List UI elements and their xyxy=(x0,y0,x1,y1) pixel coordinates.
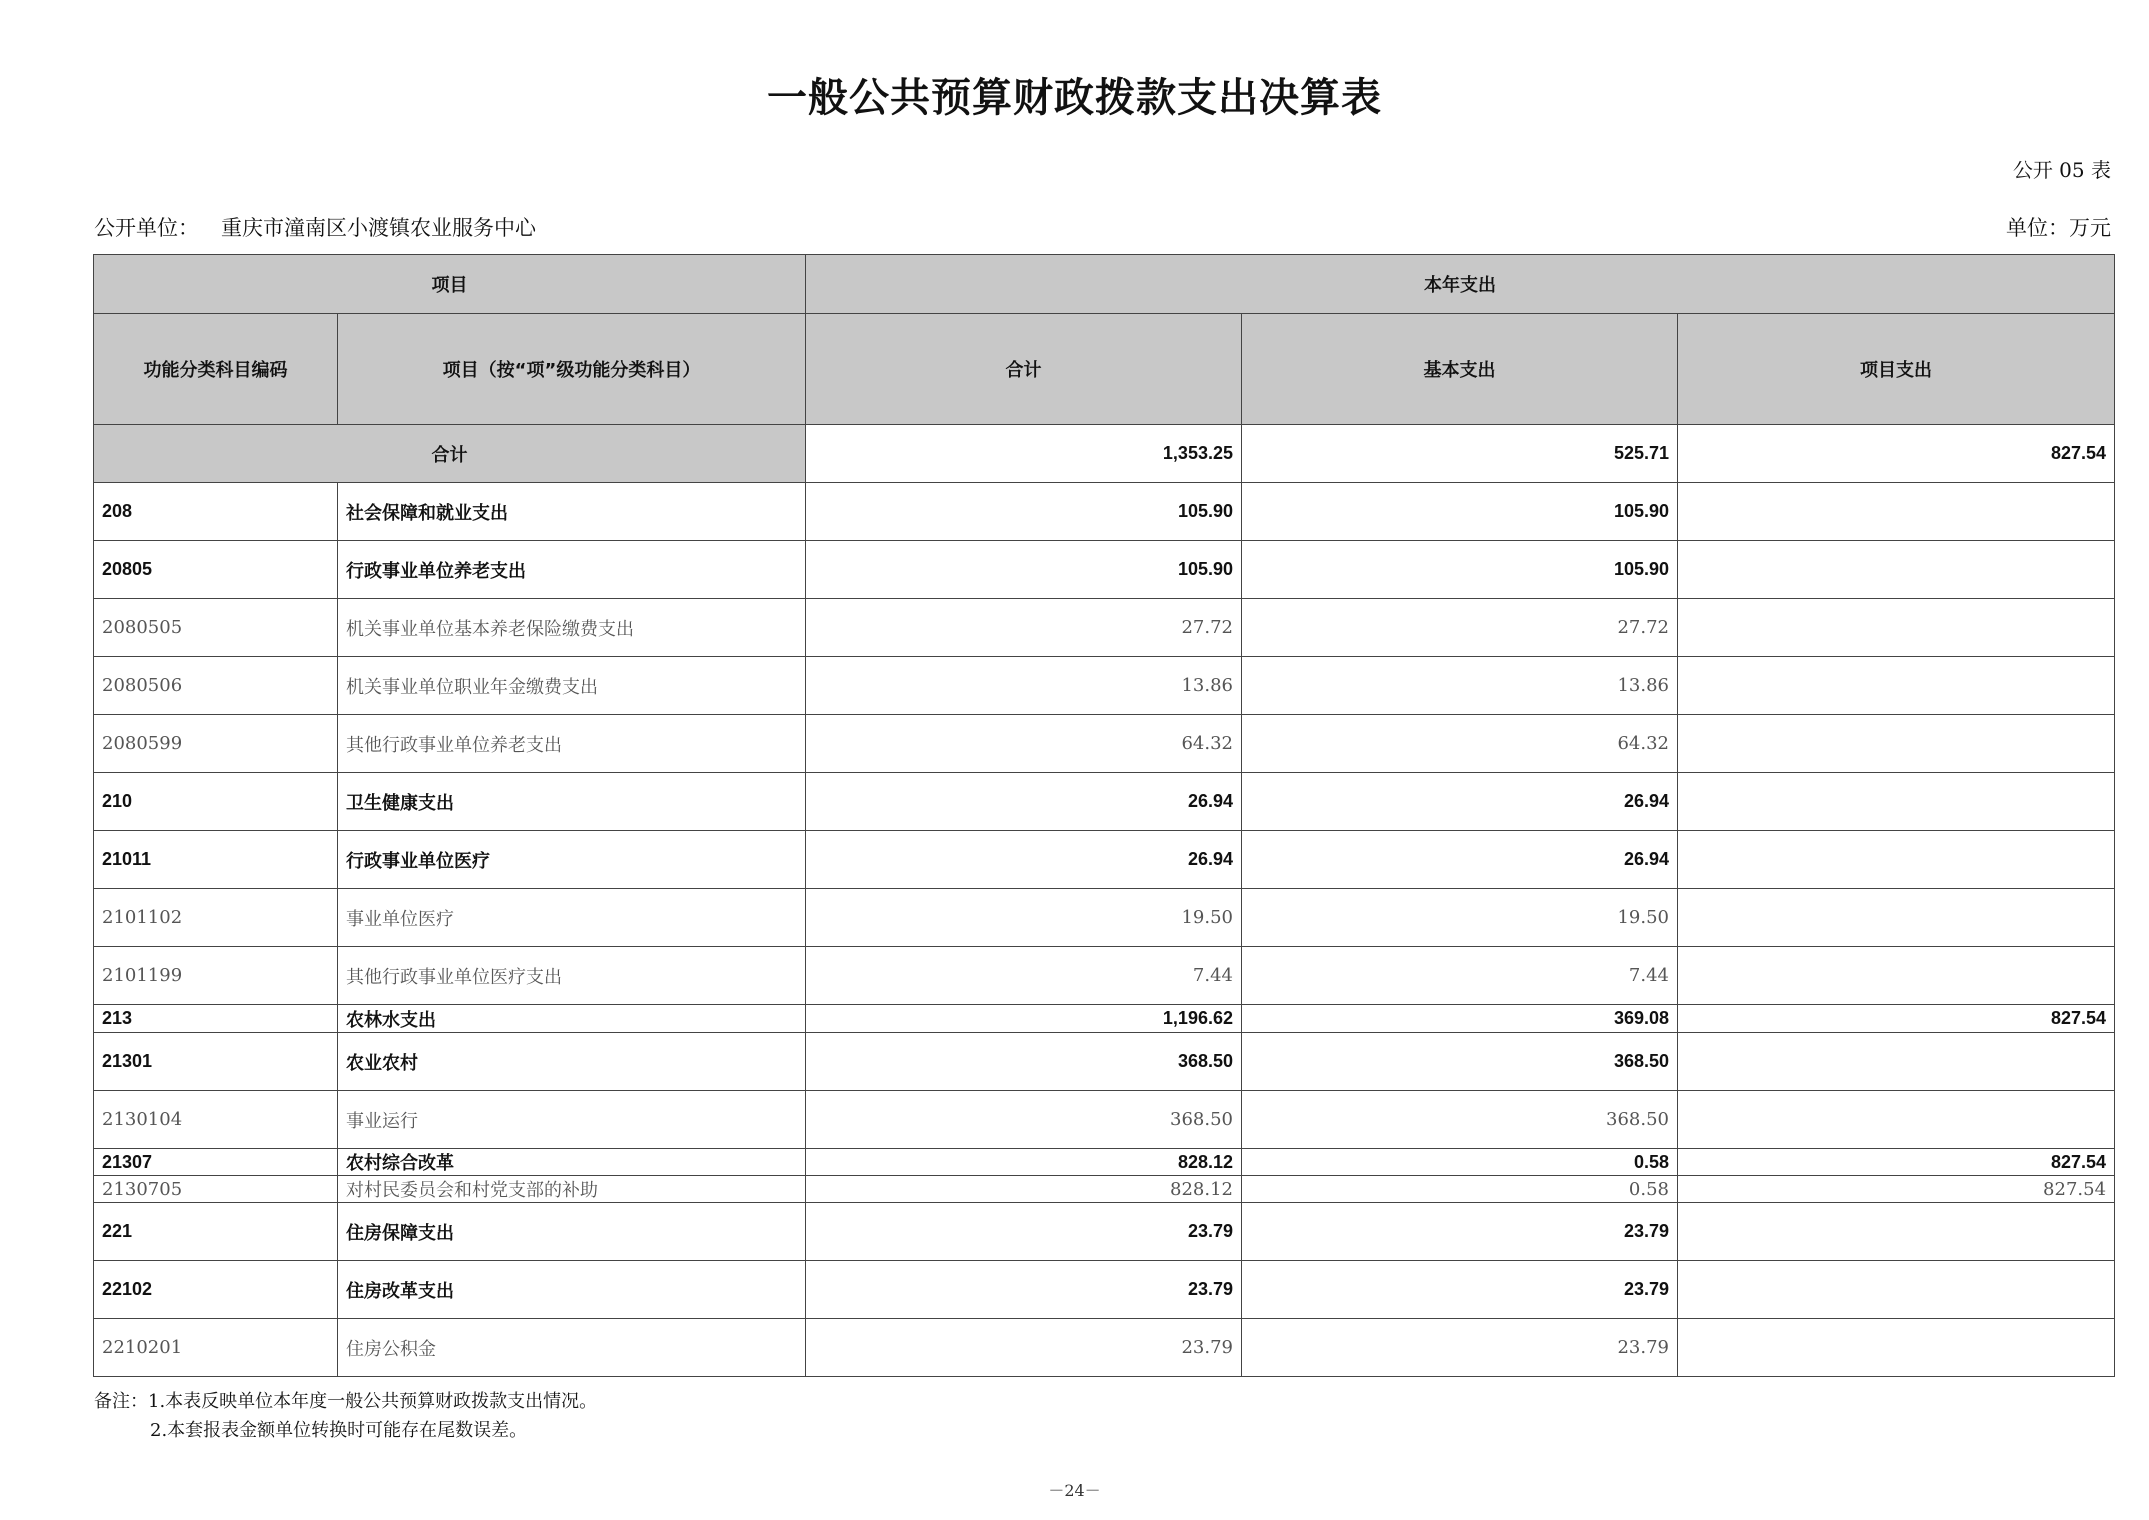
row-total: 23.79 xyxy=(806,1261,1242,1319)
row-code: 2130104 xyxy=(94,1091,338,1149)
row-total: 27.72 xyxy=(806,599,1242,657)
reporting-unit-name: 重庆市潼南区小渡镇农业服务中心 xyxy=(221,216,536,240)
row-code: 2210201 xyxy=(94,1319,338,1377)
table-row xyxy=(94,1091,2115,1149)
row-total: 64.32 xyxy=(806,715,1242,773)
reporting-unit-label: 公开单位： xyxy=(94,216,199,240)
row-total: 368.50 xyxy=(806,1033,1242,1091)
row-item-name: 对村民委员会和村党支部的补助 xyxy=(338,1176,806,1203)
row-basic: 0.58 xyxy=(1242,1149,1678,1176)
table-row xyxy=(94,541,2115,599)
row-code: 213 xyxy=(94,1005,338,1033)
row-project xyxy=(1678,483,2115,541)
row-code: 21011 xyxy=(94,831,338,889)
row-project: 827.54 xyxy=(1678,1005,2115,1033)
row-basic: 26.94 xyxy=(1242,831,1678,889)
table-row xyxy=(94,483,2115,541)
footnotes xyxy=(94,1387,597,1445)
row-item-name: 事业运行 xyxy=(338,1091,806,1149)
row-project xyxy=(1678,831,2115,889)
row-basic: 0.58 xyxy=(1242,1176,1678,1203)
row-project xyxy=(1678,1033,2115,1091)
table-row xyxy=(94,599,2115,657)
header-project-expenditure: 项目支出 xyxy=(1678,314,2115,425)
total-basic: 525.71 xyxy=(1242,425,1678,483)
table-row xyxy=(94,1176,2115,1203)
row-item-name: 机关事业单位基本养老保险缴费支出 xyxy=(338,599,806,657)
row-item-name: 卫生健康支出 xyxy=(338,773,806,831)
table-row xyxy=(94,715,2115,773)
row-item-name: 农村综合改革 xyxy=(338,1149,806,1176)
row-code: 2130705 xyxy=(94,1176,338,1203)
header-code: 功能分类科目编码 xyxy=(94,314,338,425)
row-item-name: 农业农村 xyxy=(338,1033,806,1091)
header-current-year: 本年支出 xyxy=(806,255,2115,314)
row-item-name: 农林水支出 xyxy=(338,1005,806,1033)
footnote-1: 备注：1.本表反映单位本年度一般公共预算财政拨款支出情况。 xyxy=(94,1391,598,1412)
row-item-name: 社会保障和就业支出 xyxy=(338,483,806,541)
row-total: 19.50 xyxy=(806,889,1242,947)
table-row xyxy=(94,1319,2115,1377)
form-number: 公开 05 表 xyxy=(2012,158,2111,182)
header-item: 项目（按“项”级功能分类科目） xyxy=(338,314,806,425)
row-basic: 19.50 xyxy=(1242,889,1678,947)
row-basic: 23.79 xyxy=(1242,1319,1678,1377)
row-project xyxy=(1678,889,2115,947)
table-row xyxy=(94,831,2115,889)
row-basic: 368.50 xyxy=(1242,1091,1678,1149)
row-item-name: 其他行政事业单位养老支出 xyxy=(338,715,806,773)
header-project: 项目 xyxy=(94,255,806,314)
row-basic: 105.90 xyxy=(1242,483,1678,541)
row-item-name: 行政事业单位医疗 xyxy=(338,831,806,889)
row-basic: 27.72 xyxy=(1242,599,1678,657)
reporting-unit xyxy=(94,212,536,242)
expenditure-table xyxy=(93,254,2115,1377)
row-item-name: 行政事业单位养老支出 xyxy=(338,541,806,599)
row-code: 21301 xyxy=(94,1033,338,1091)
total-row xyxy=(94,425,2115,483)
row-item-name: 机关事业单位职业年金缴费支出 xyxy=(338,657,806,715)
row-project xyxy=(1678,657,2115,715)
row-total: 26.94 xyxy=(806,831,1242,889)
total-label: 合计 xyxy=(94,425,806,483)
row-code: 208 xyxy=(94,483,338,541)
row-project xyxy=(1678,947,2115,1005)
row-total: 26.94 xyxy=(806,773,1242,831)
row-total: 828.12 xyxy=(806,1176,1242,1203)
row-code: 221 xyxy=(94,1203,338,1261)
row-basic: 13.86 xyxy=(1242,657,1678,715)
header-basic: 基本支出 xyxy=(1242,314,1678,425)
row-project xyxy=(1678,1261,2115,1319)
row-basic: 369.08 xyxy=(1242,1005,1678,1033)
row-total: 368.50 xyxy=(806,1091,1242,1149)
row-basic: 64.32 xyxy=(1242,715,1678,773)
page-number: －24－ xyxy=(1048,1481,1101,1500)
row-project xyxy=(1678,1091,2115,1149)
row-basic: 23.79 xyxy=(1242,1261,1678,1319)
table-row xyxy=(94,1033,2115,1091)
row-basic: 7.44 xyxy=(1242,947,1678,1005)
row-item-name: 住房保障支出 xyxy=(338,1203,806,1261)
row-project xyxy=(1678,715,2115,773)
row-project xyxy=(1678,1319,2115,1377)
page-title: 一般公共预算财政拨款支出决算表 xyxy=(767,75,1382,121)
row-code: 2080505 xyxy=(94,599,338,657)
row-code: 20805 xyxy=(94,541,338,599)
total-project: 827.54 xyxy=(1678,425,2115,483)
row-total: 828.12 xyxy=(806,1149,1242,1176)
table-row xyxy=(94,657,2115,715)
row-code: 2101102 xyxy=(94,889,338,947)
row-total: 105.90 xyxy=(806,541,1242,599)
row-basic: 23.79 xyxy=(1242,1203,1678,1261)
row-item-name: 其他行政事业单位医疗支出 xyxy=(338,947,806,1005)
row-total: 13.86 xyxy=(806,657,1242,715)
table-row xyxy=(94,947,2115,1005)
row-basic: 105.90 xyxy=(1242,541,1678,599)
row-total: 105.90 xyxy=(806,483,1242,541)
row-project xyxy=(1678,773,2115,831)
row-item-name: 事业单位医疗 xyxy=(338,889,806,947)
table-row xyxy=(94,1149,2115,1176)
header-total: 合计 xyxy=(806,314,1242,425)
row-total: 23.79 xyxy=(806,1319,1242,1377)
row-project xyxy=(1678,1203,2115,1261)
row-code: 210 xyxy=(94,773,338,831)
row-item-name: 住房改革支出 xyxy=(338,1261,806,1319)
row-total: 23.79 xyxy=(806,1203,1242,1261)
row-total: 1,196.62 xyxy=(806,1005,1242,1033)
row-project xyxy=(1678,541,2115,599)
row-project: 827.54 xyxy=(1678,1176,2115,1203)
row-basic: 368.50 xyxy=(1242,1033,1678,1091)
row-code: 2080599 xyxy=(94,715,338,773)
row-item-name: 住房公积金 xyxy=(338,1319,806,1377)
total-amount: 1,353.25 xyxy=(806,425,1242,483)
row-code: 2080506 xyxy=(94,657,338,715)
row-code: 22102 xyxy=(94,1261,338,1319)
table-row xyxy=(94,889,2115,947)
table-row xyxy=(94,773,2115,831)
table-row xyxy=(94,1261,2115,1319)
footnote-2: 2.本套报表金额单位转换时可能存在尾数误差。 xyxy=(150,1420,528,1441)
row-total: 7.44 xyxy=(806,947,1242,1005)
row-basic: 26.94 xyxy=(1242,773,1678,831)
table-row xyxy=(94,1005,2115,1033)
row-project: 827.54 xyxy=(1678,1149,2115,1176)
table-row xyxy=(94,1203,2115,1261)
currency-unit: 单位：万元 xyxy=(2006,216,2111,240)
row-code: 2101199 xyxy=(94,947,338,1005)
row-code: 21307 xyxy=(94,1149,338,1176)
row-project xyxy=(1678,599,2115,657)
